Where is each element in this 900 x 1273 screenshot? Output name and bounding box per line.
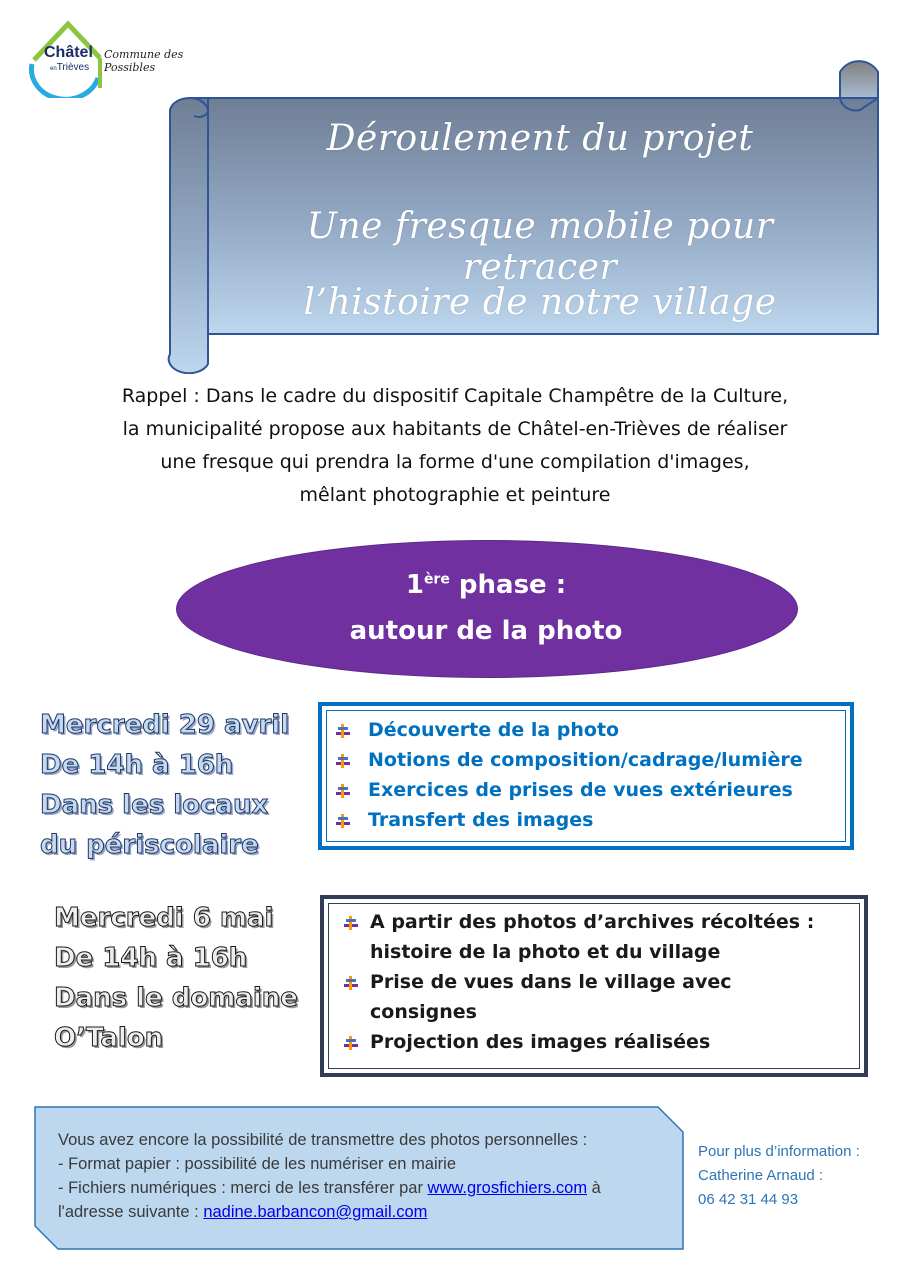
phase-ellipse (176, 540, 798, 678)
bullet-plus-icon (336, 754, 350, 768)
intro-line: mêlant photographie et peinture (299, 484, 611, 506)
bullet-plus-icon (336, 724, 350, 738)
session-1-bullet: Notions de composition/cadrage/lumière (368, 749, 803, 771)
contact-heading: Pour plus d’information : (698, 1143, 860, 1160)
session-2-details (54, 898, 298, 1058)
session-2-bullet-cont: histoire de la photo et du village (370, 941, 721, 963)
session-1-bullet: Exercices de prises de vues extérieures (368, 779, 793, 801)
banner-title-line-2: Une fresque mobile pour retracer (306, 206, 774, 288)
banner-title-line-1: Déroulement du projet (326, 118, 754, 159)
info-text (58, 1128, 673, 1224)
session-2-bullet-cont: consignes (370, 1001, 477, 1023)
session-2-location-2: O’Talon (54, 1023, 164, 1053)
bullet-plus-icon (344, 916, 358, 930)
session-2-bullet: A partir des photos d’archives récoltées : (370, 911, 815, 933)
banner-title-line-3: l’histoire de notre village (303, 282, 777, 323)
session-1-details (40, 705, 289, 865)
logo-subtitle: enTrièves (50, 62, 90, 73)
info-line: Vous avez encore la possibilité de transmettre des photos personnelles : (58, 1131, 588, 1149)
intro-line: Rappel : Dans le cadre du dispositif Capitale Champêtre de la Culture, (121, 385, 789, 407)
session-1-bullet: Découverte de la photo (368, 719, 620, 741)
session-1-location: Dans les locaux (40, 790, 269, 820)
bullet-plus-icon (344, 1036, 358, 1050)
info-line: - Format papier : possibilité de les numériser en mairie (58, 1155, 456, 1173)
session-1-date: Mercredi 29 avril (40, 710, 290, 740)
phase-heading: 1ère phase : (405, 570, 567, 600)
bullet-plus-icon (344, 976, 358, 990)
contact-name: Catherine Arnaud : (698, 1167, 824, 1184)
contact-phone: 06 42 31 44 93 (698, 1191, 799, 1208)
session-1-time: De 14h à 16h (40, 750, 234, 780)
session-2-bullet: Projection des images réalisées (370, 1031, 711, 1053)
session-2-time: De 14h à 16h (54, 943, 248, 973)
session-2-bullet: Prise de vues dans le village avec (370, 971, 732, 993)
intro-line: la municipalité propose aux habitants de Châtel-en-Trièves de réaliser (122, 418, 788, 440)
contact-block (698, 1140, 860, 1212)
intro-line: une fresque qui prendra la forme d'une compilation d'images, (160, 451, 750, 473)
intro-paragraph (30, 380, 880, 512)
phase-subtitle: autour de la photo (349, 616, 623, 646)
session-1-bullet: Transfert des images (368, 809, 594, 831)
session-1-location-2: du périscolaire (40, 830, 259, 860)
bullet-plus-icon (336, 784, 350, 798)
info-line: l'adresse suivante : nadine.barbancon@gmail.com (58, 1203, 428, 1221)
info-line: - Fichiers numériques : merci de les transférer par www.grosfichiers.com à (58, 1179, 601, 1197)
email-link[interactable]: nadine.barbancon@gmail.com (203, 1203, 428, 1221)
grosfichiers-link[interactable]: www.grosfichiers.com (427, 1179, 588, 1197)
logo-name: Châtel (44, 44, 93, 61)
session-2-location: Dans le domaine (54, 983, 298, 1013)
session-2-date: Mercredi 6 mai (54, 903, 274, 933)
bullet-plus-icon (336, 814, 350, 828)
logo-tagline: Commune des Possibles (104, 48, 184, 74)
